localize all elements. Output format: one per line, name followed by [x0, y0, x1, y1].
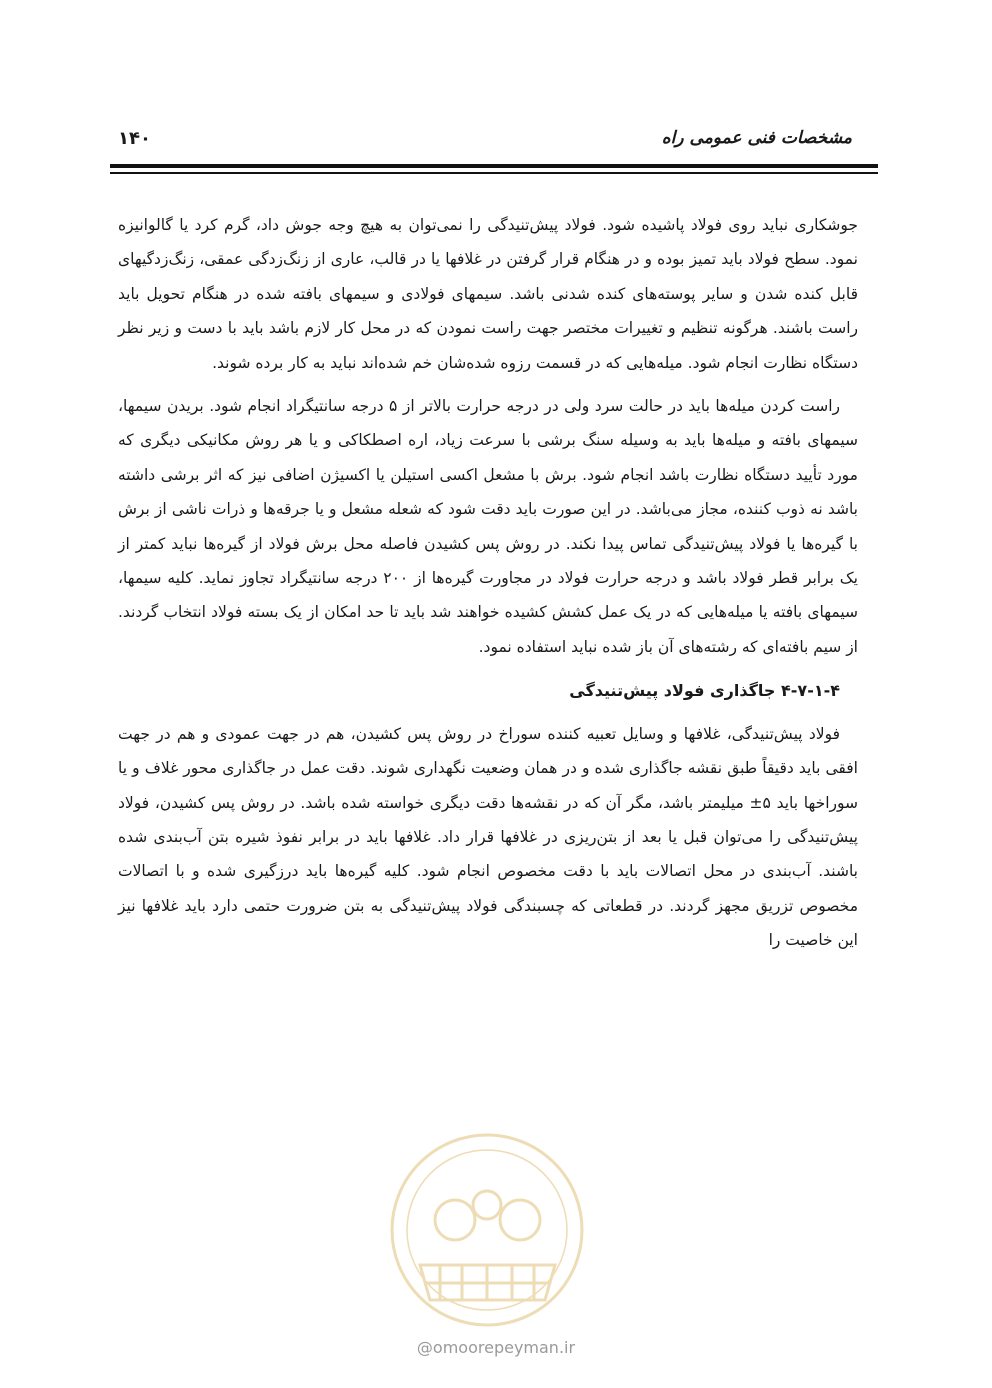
- paragraph-1: جوشکاری نباید روی فولاد پاشیده شود. فولاد پیش‌تنیدگی را نمی‌توان به هیچ وجه جوش داد، گرم کرد یا گالوانیزه نمود. سطح فولاد باید تمیز بوده و در هنگام قرار گرفتن در غلافها یا در قالب، عاری از زنگ‌زدگی عمقی، زنگ‌زدگیهای قابل کنده شدن و سایر پوسته‌های کنده شدنی باشد. سیمهای فولادی و سیمهای بافته شده در هنگام تحویل باید راست باشند. هرگونه تنظیم و تغییرات مختصر جهت راست نمودن که در محل کار لازم باشد باید با دست و زیر نظر دستگاه نظارت انجام شود. میله‌هایی که در قسمت رزوه شده‌شان خم شده‌اند نباید به کار برده شوند.: [118, 216, 858, 372]
- page-number: ۱۴۰: [118, 128, 151, 149]
- section-heading: ۴-۷-۱-۴ جاگذاری فولاد پیش‌تنیدگی: [569, 681, 840, 701]
- watermark-url: @omoorepeyman.ir: [416, 1338, 576, 1357]
- page-header: [118, 118, 852, 158]
- paragraph-2: راست کردن میله‌ها باید در حالت سرد ولی در درجه حرارت بالاتر از ۵ درجه سانتیگراد انجام شود. بریدن سیمها، سیمهای بافته و میله‌ها باید به وسیله سنگ برشی با سرعت زیاد، اره اصطکاکی و یا هر روش مکانیکی دیگری که مورد تأیید دستگاه نظارت باشد انجام شود. برش با مشعل اکسی استیلن یا اکسیژن اضافی نیز که اثر برشی داشته باشد نه ذوب کننده، مجاز می‌باشد. در این صورت باید دقت شود که شعله مشعل و یا جرقه‌ها و ذرات ناشی از برش با گیره‌ها یا فولاد پیش‌تنیدگی تماس پیدا نکند. در روش پس کشیدن فاصله محل برش فولاد از گیره‌ها نباید کمتر از یک برابر قطر فولاد باشد و درجه حرارت فولاد در مجاورت گیره‌ها از ۲۰۰ درجه سانتیگراد تجاوز نماید. کلیه سیمها، سیمهای بافته یا میله‌هایی که در یک عمل کشش کشیده خواهند شد باید تا حد امکان از یک بسته فولاد انتخاب گردند. از سیم بافته‌ای که رشته‌های آن باز شده نباید استفاده نمود.: [118, 397, 858, 656]
- watermark-stamp-icon: [380, 1125, 595, 1335]
- header-rule-thick: [110, 164, 878, 168]
- body-text: [118, 208, 858, 967]
- running-title: مشخصات فنی عمومی راه: [661, 128, 852, 148]
- section-paragraph: فولاد پیش‌تنیدگی، غلافها و وسایل تعبیه کننده سوراخ در روش پس کشیدن، هم در جهت عمودی و هم در جهت افقی باید دقیقاً طبق نقشه جاگذاری شده و در همان وضعیت نگهداری شوند. دقت عمل در جاگذاری محور غلاف و یا سوراخها باید ۵± میلیمتر باشد، مگر آن که در نقشه‌ها دقت دیگری خواسته شده باشد. در روش پس کشیدن، فولاد پیش‌تنیدگی را می‌توان قبل یا بعد از بتن‌ریزی در غلافها قرار داد. غلافها باید در برابر نفوذ شیره بتن آب‌بندی شده باشند. آب‌بندی در محل اتصالات باید با دقت مخصوص انجام شود. کلیه گیره‌ها باید درزگیری شده و با اتصالات مخصوص تزریق مجهز گردند. در قطعاتی که چسبندگی فولاد پیش‌تنیدگی به بتن ضرورت حتمی دارد باید غلافها نیز این خاصیت را: [118, 724, 858, 950]
- header-rule-thin: [110, 172, 878, 174]
